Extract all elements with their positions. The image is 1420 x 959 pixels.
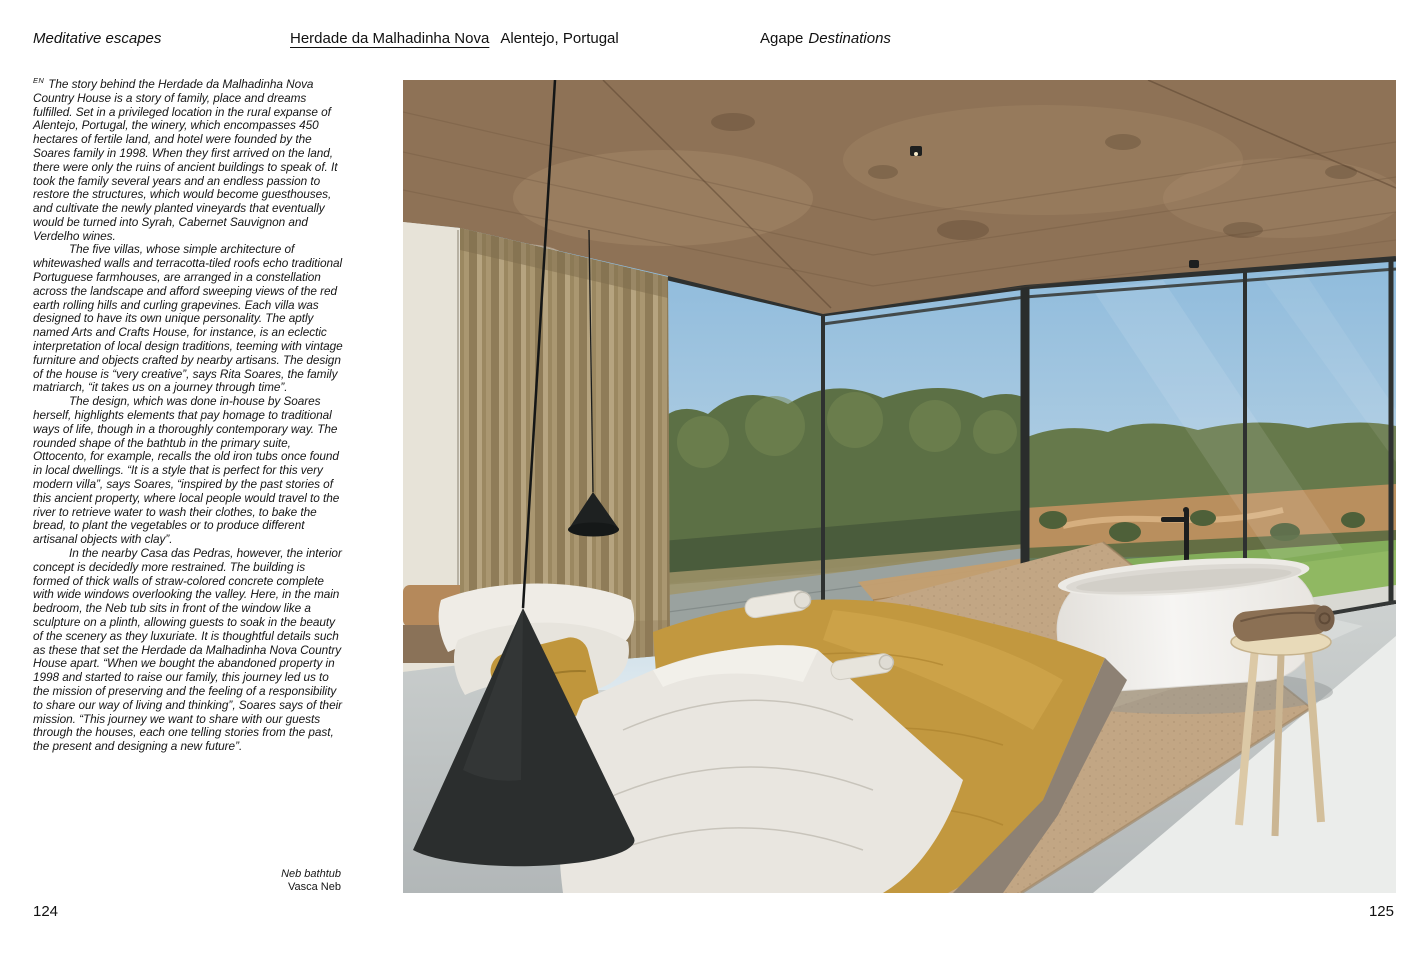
ceiling-light xyxy=(1189,260,1199,268)
bedroom-photo-illustration xyxy=(403,80,1396,893)
page-number-left: 124 xyxy=(33,903,59,920)
article-body xyxy=(33,74,344,754)
caption-english: Neb bathtub xyxy=(281,868,341,880)
article-paragraph: $^{EN}$ The story behind the Herdade da Malhadinha Nova Country House is a story of family, place and dreams fulfilled. Set in a privileged location in the rural expanse of Alentejo, Portugal, the winery, which encompasses 450 hectares of fertile land, and hotel were founded by the Soares family in 1998. When they first arrived on the land, there were only the ruins of ancient buildings to speak of. It took the family several years and an endless passion to restore the structures, which would become guesthouses, and cultivate the newly planted vineyards that eventually would be turned into Syrah, Cabernet Sauvignon and Verdelho wines. xyxy=(33,76,338,243)
property-location: Alentejo, Portugal xyxy=(500,30,619,47)
brand-name: Agape xyxy=(760,30,804,47)
caption-italian: Vasca Neb xyxy=(288,881,341,893)
bedroom-photo xyxy=(403,80,1396,893)
article-paragraph: In the nearby Casa das Pedras, however, the interior concept is decidedly more restrained. The building is formed of thick walls of straw-colored concrete complete with wide windows overlooking the valley. Here, in the main bedroom, the Neb tub sits in front of the window like a sculpture on a plinth, allowing guests to soak in the beauty of the scenery as they luxuriate. It is thoughtful details such as these that set the Herdade da Malhadinha Nova Country House apart. “When we bought the abandoned property in 1998 and started to raise our family, this journey led us to the mission of preserving and the feeling of a responsibility to share our way of living and thinking”, Soares says of their mission. “This journey we want to share with our guests through the houses, each one telling stories from the past, the present and designing a new future”. xyxy=(33,546,343,754)
article-paragraph: The design, which was done in-house by Soares herself, highlights elements that pay homage to traditional ways of life, though in a thoroughly contemporary way. The rounded shape of the bathtub in the primary suite, Ottocento, for example, recalls the old iron tubs once found in local dwellings. “It is a style that is perfect for this very modern villa”, says Soares, “inspired by the past stories of this ancient property, where local people would travel to the river to retrieve water to wash their clothes, to bake the bread, to plant the vegetables or to produce different artisanal objects with clay”. xyxy=(33,394,340,547)
brand-group xyxy=(760,30,891,47)
page-number-right: 125 xyxy=(1368,903,1394,920)
language-marker: EN xyxy=(33,76,45,85)
property-name: Herdade da Malhadinha Nova xyxy=(290,30,490,47)
article-title-group xyxy=(290,30,619,47)
photo-caption xyxy=(33,868,341,894)
series-title xyxy=(33,30,161,47)
ceiling-light xyxy=(910,146,922,156)
article-paragraph: The five villas, whose simple architecture of whitewashed walls and terracotta-tiled roofs echo traditional Portuguese farmhouses, are arranged in a constellation across the landscape and afford sweeping views of the red earth rolling hills and curling grapevines. Each villa was designed to have its own unique personality. The aptly named Arts and Crafts House, for instance, is an eclectic interpretation of local design traditions, teeming with vintage furniture and objects crafted by nearby artisans. The design of the house is “very creative”, says Rita Soares, the family matriarch, “it takes us on a journey through time”. xyxy=(33,242,343,395)
series-title-label: Meditative escapes xyxy=(33,30,162,47)
brand-section: Destinations xyxy=(808,30,891,47)
